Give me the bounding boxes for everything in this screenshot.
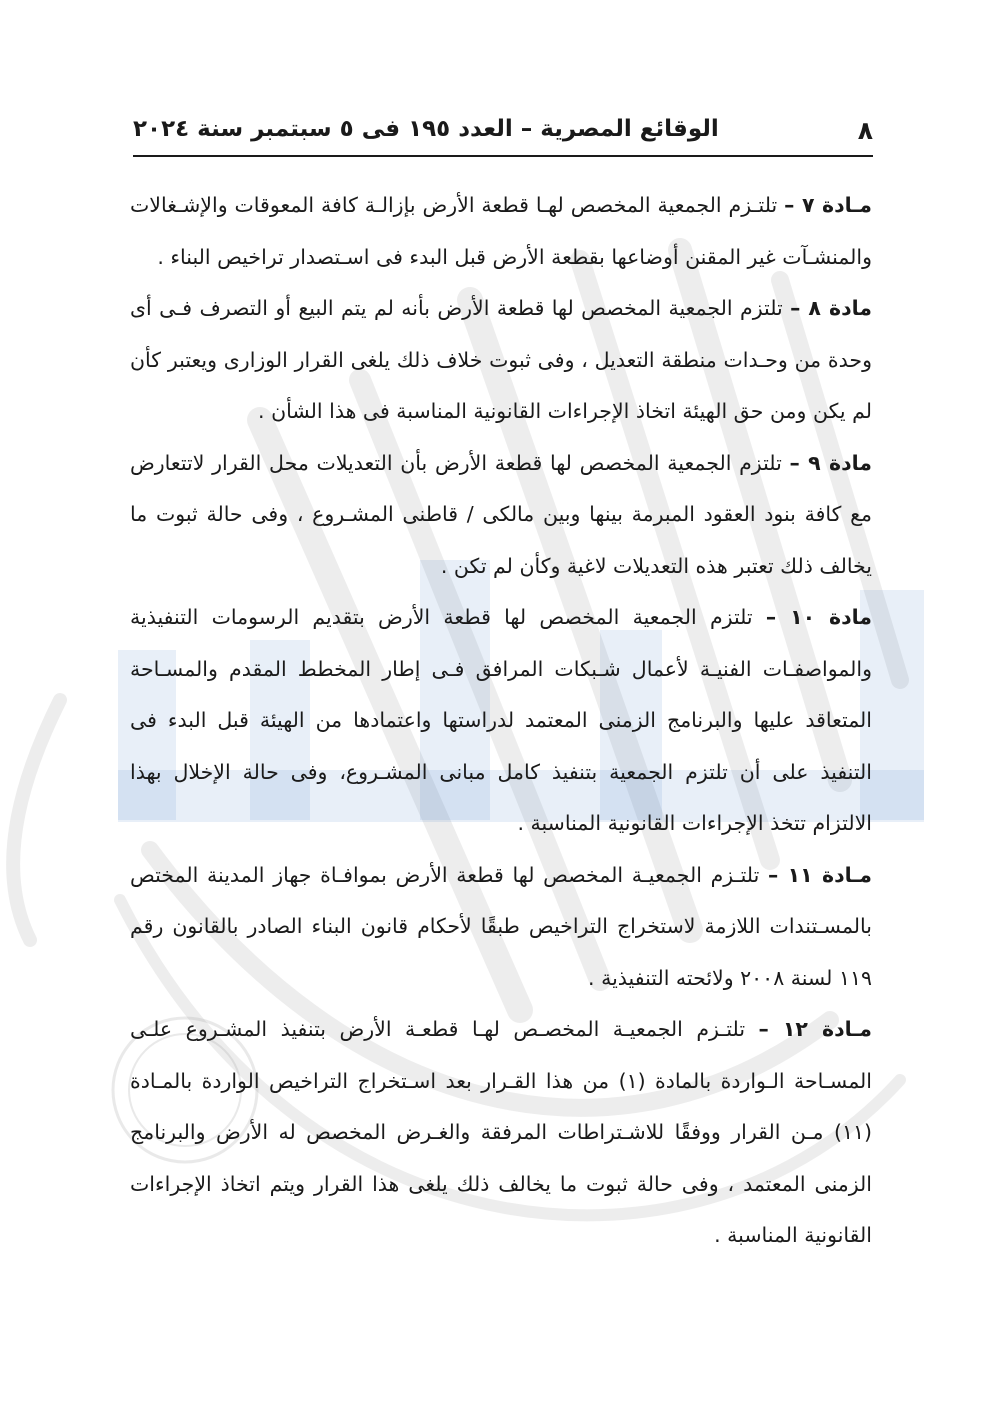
article-9 xyxy=(130,438,872,593)
article-10 xyxy=(130,592,872,850)
article-label: مـادة ١١ – xyxy=(768,862,872,887)
page-header xyxy=(133,112,873,152)
article-7 xyxy=(130,180,872,283)
article-label: مادة ٨ – xyxy=(790,296,872,320)
article-label: مادة ١٠ – xyxy=(765,605,872,629)
header-divider xyxy=(133,155,873,157)
article-label: مادة ٩ – xyxy=(789,450,872,475)
article-8 xyxy=(130,283,872,438)
article-text: تلتـزم الجمعية المخصص لهـا قطعة الأرض بإزالـة كافة المعوقات والإشـغالات والمنشـآت غير المقنن أوضاعها بقطعة الأرض قبل البدء فى اسـتصدار تراخيص البناء . xyxy=(130,193,872,269)
article-12 xyxy=(130,1004,872,1262)
article-text: تلتزم الجمعية المخصص لها قطعة الأرض بأنه لم يتم البيع أو التصرف فـى أى وحدة من وحـدات منطقة التعديل ، وفى ثبوت خلاف ذلك يلغى القرار الوزارى ويعتبر كأن لم يكن ومن حق الهيئة اتخاذ الإجراءات القانونية المناسبة فى هذا الشأن . xyxy=(130,296,872,423)
article-text: تلتـزم الجمعيـة المخصص لها قطعة الأرض بموافـاة جهاز المدينة المختص بالمسـتندات اللازمة لاستخراج التراخيص طبقًا لأحكام قانون البناء الصادر بالقانون رقم ١١٩ لسنة ٢٠٠٨ ولائحته التنفيذية . xyxy=(130,862,872,990)
page-number: ٨ xyxy=(857,116,873,145)
document-body xyxy=(130,180,872,1262)
article-11 xyxy=(130,850,872,1005)
article-text: تلتزم الجمعية المخصص لها قطعة الأرض بتقديم الرسومات التنفيذية والمواصفـات الفنيـة لأعمال شـبكات المرافق فـى إطار المخطط المقدم والمسـاحة المتعاقد عليها والبرنامج الزمنى المعتمد لدراستها واعتمادها من الهيئة قبل البدء فى التنفيذ على أن تلتزم الجمعية بتنفيذ كامل مبانى المشـروع، وفى حالة الإخلال بهذا الالتزام تتخذ الإجراءات القانونية المناسبة . xyxy=(130,605,872,835)
article-label: مـادة ١٢ – xyxy=(758,1017,872,1041)
article-text: تلتـزم الجمعيـة المخصـص لهـا قطعـة الأرض بتنفيذ المشـروع علـى المسـاحة الـواردة بالمادة (١) من هذا القـرار بعد اسـتخراج التراخيص الواردة بالمـادة (١١) مـن القرار ووفقًا للاشـتراطات المرفقة والغـرض المخصص له الأرض والبرنامج الزمنى المعتمد ، وفى حالة ثبوت ما يخالف ذلك يلغى هذا القرار ويتم اتخاذ الإجراءات القانونية المناسبة . xyxy=(130,1017,873,1247)
article-text: تلتزم الجمعية المخصص لها قطعة الأرض بأن التعديلات محل القرار لاتتعارض مع كافة بنود العقود المبرمة بينها وبين مالكى / قاطنى المشـروع ، وفى حالة ثبوت ما يخالف ذلك تعتبر هذه التعديلات لاغية وكأن لم تكن . xyxy=(130,450,872,578)
article-label: مـادة ٧ – xyxy=(784,193,873,217)
gazette-title: الوقائع المصرية – العدد ١٩٥ فى ٥ سبتمبر سنة ٢٠٢٤ xyxy=(133,116,719,142)
